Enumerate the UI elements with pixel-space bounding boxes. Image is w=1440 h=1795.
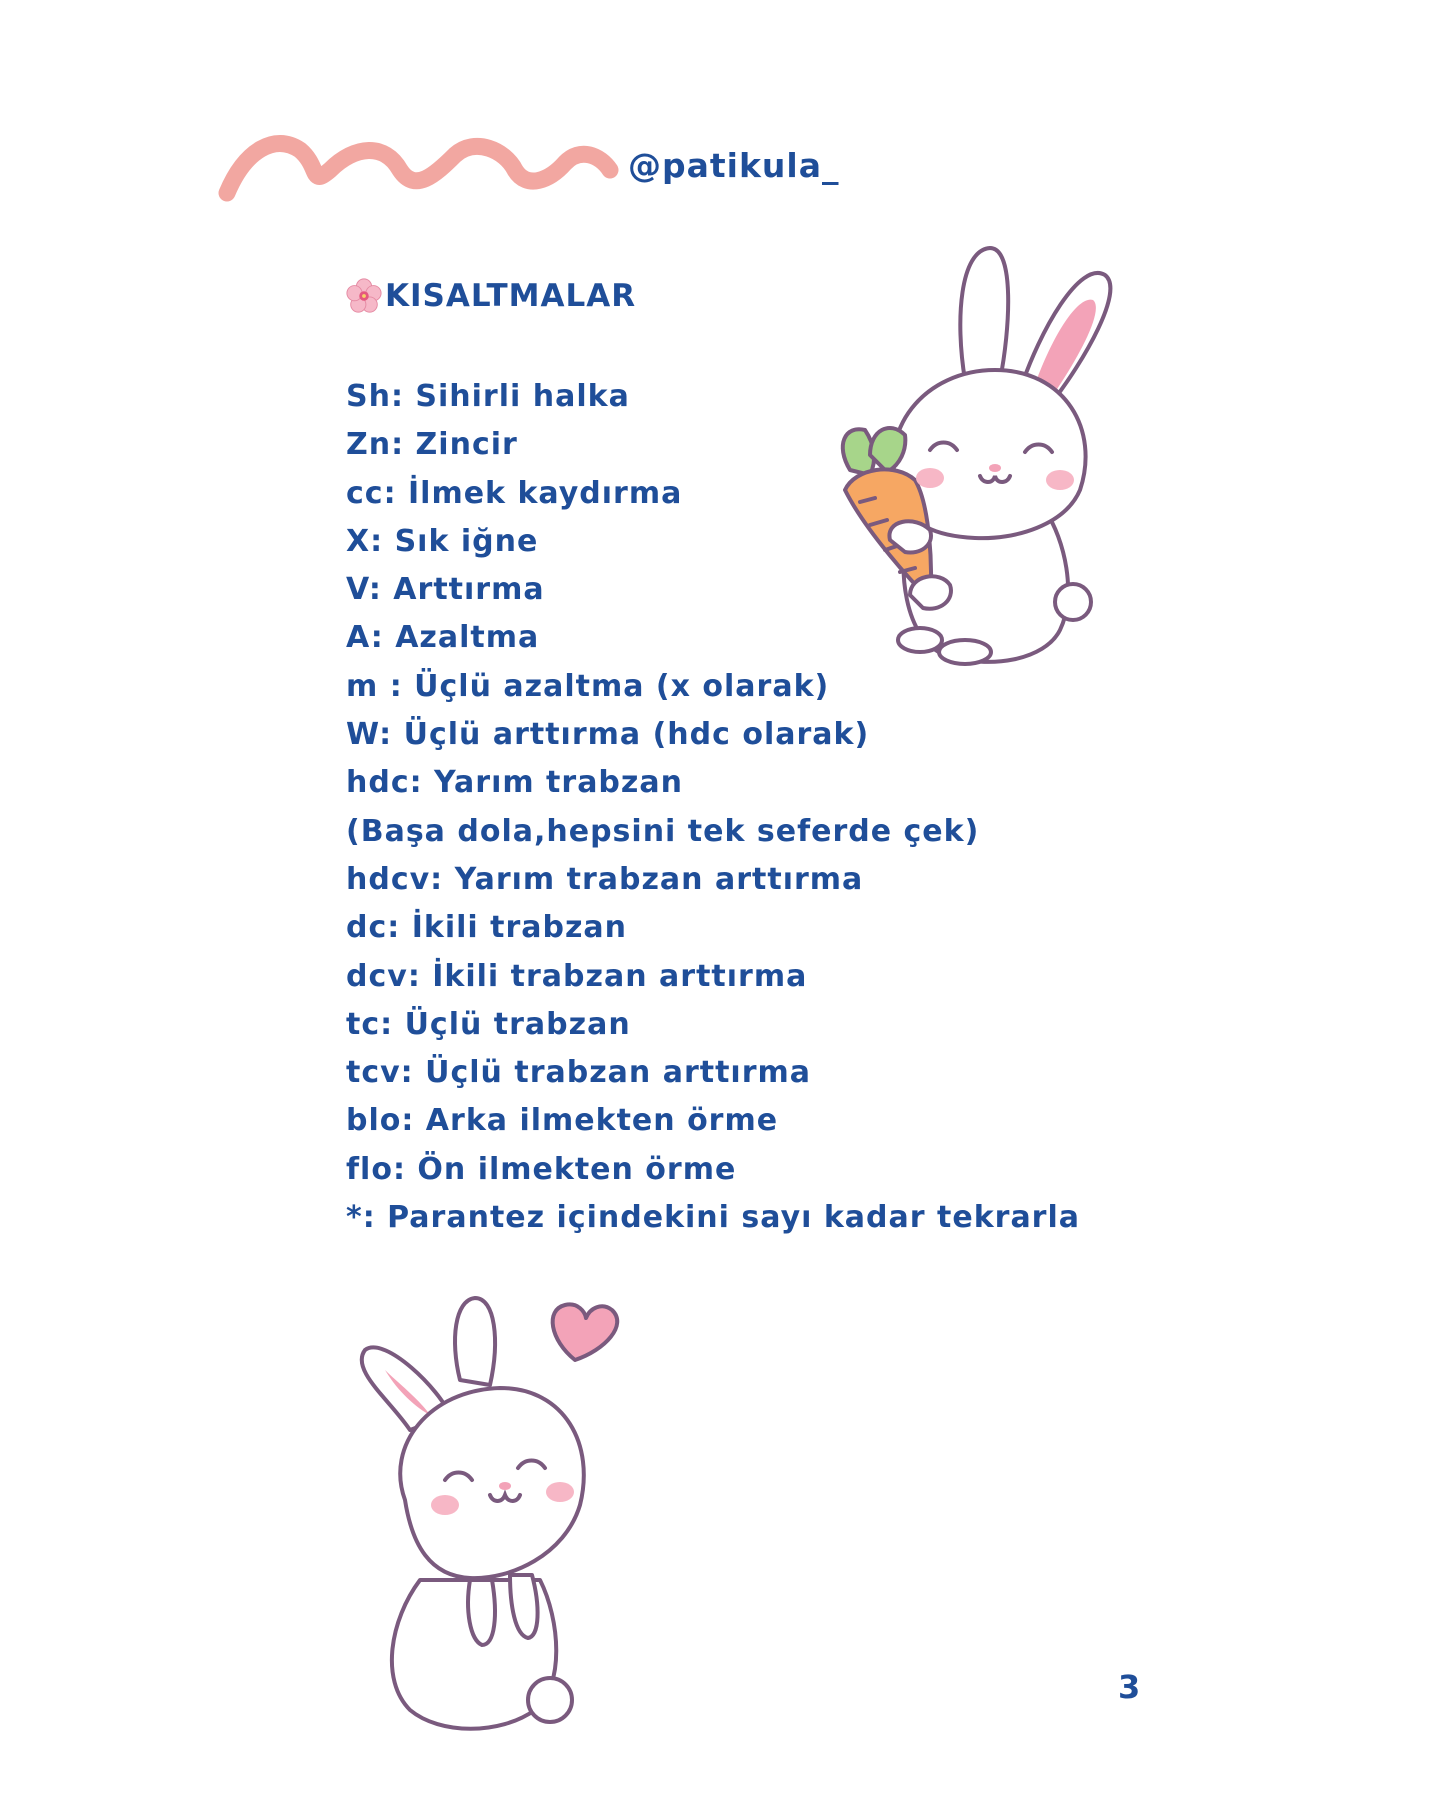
list-item: A: Azaltma [346, 620, 540, 656]
list-item: Sh: Sihirli halka [346, 379, 630, 414]
list-item: W: Üçlü arttırma (hdc olarak) [346, 717, 870, 753]
cherry-blossom-icon [345, 277, 383, 315]
list-item: V: Arttırma [346, 572, 545, 608]
bunny-with-carrot-icon [815, 240, 1135, 680]
page-number: 3 [1118, 1668, 1141, 1706]
section-heading [345, 277, 636, 315]
list-item: cc: İlmek kaydırma [346, 475, 683, 511]
list-item: blo: Arka ilmekten örme [346, 1103, 779, 1139]
list-item: (Başa dola,hepsini tek seferde çek) [346, 813, 980, 849]
section-title: KISALTMALAR [385, 278, 637, 314]
list-item: X: Sık iğne [346, 523, 539, 559]
list-item: Zn: Zincir [346, 427, 518, 463]
squiggle-decoration-icon [215, 115, 625, 215]
list-item: dcv: İkili trabzan arttırma [346, 958, 808, 994]
list-item: tc: Üçlü trabzan [346, 1006, 631, 1042]
list-item: m : Üçlü azaltma (x olarak) [346, 668, 830, 704]
social-handle: @patikula_ [628, 146, 840, 185]
list-item: tcv: Üçlü trabzan arttırma [346, 1055, 812, 1091]
list-item: flo: Ön ilmekten örme [346, 1151, 737, 1187]
bunny-with-heart-icon [350, 1280, 640, 1740]
list-item: *: Parantez içindekini sayı kadar tekrarla [346, 1200, 1081, 1236]
list-item: dc: İkili trabzan [346, 910, 628, 946]
list-item: hdc: Yarım trabzan [346, 765, 683, 801]
list-item: hdcv: Yarım trabzan arttırma [346, 861, 864, 897]
